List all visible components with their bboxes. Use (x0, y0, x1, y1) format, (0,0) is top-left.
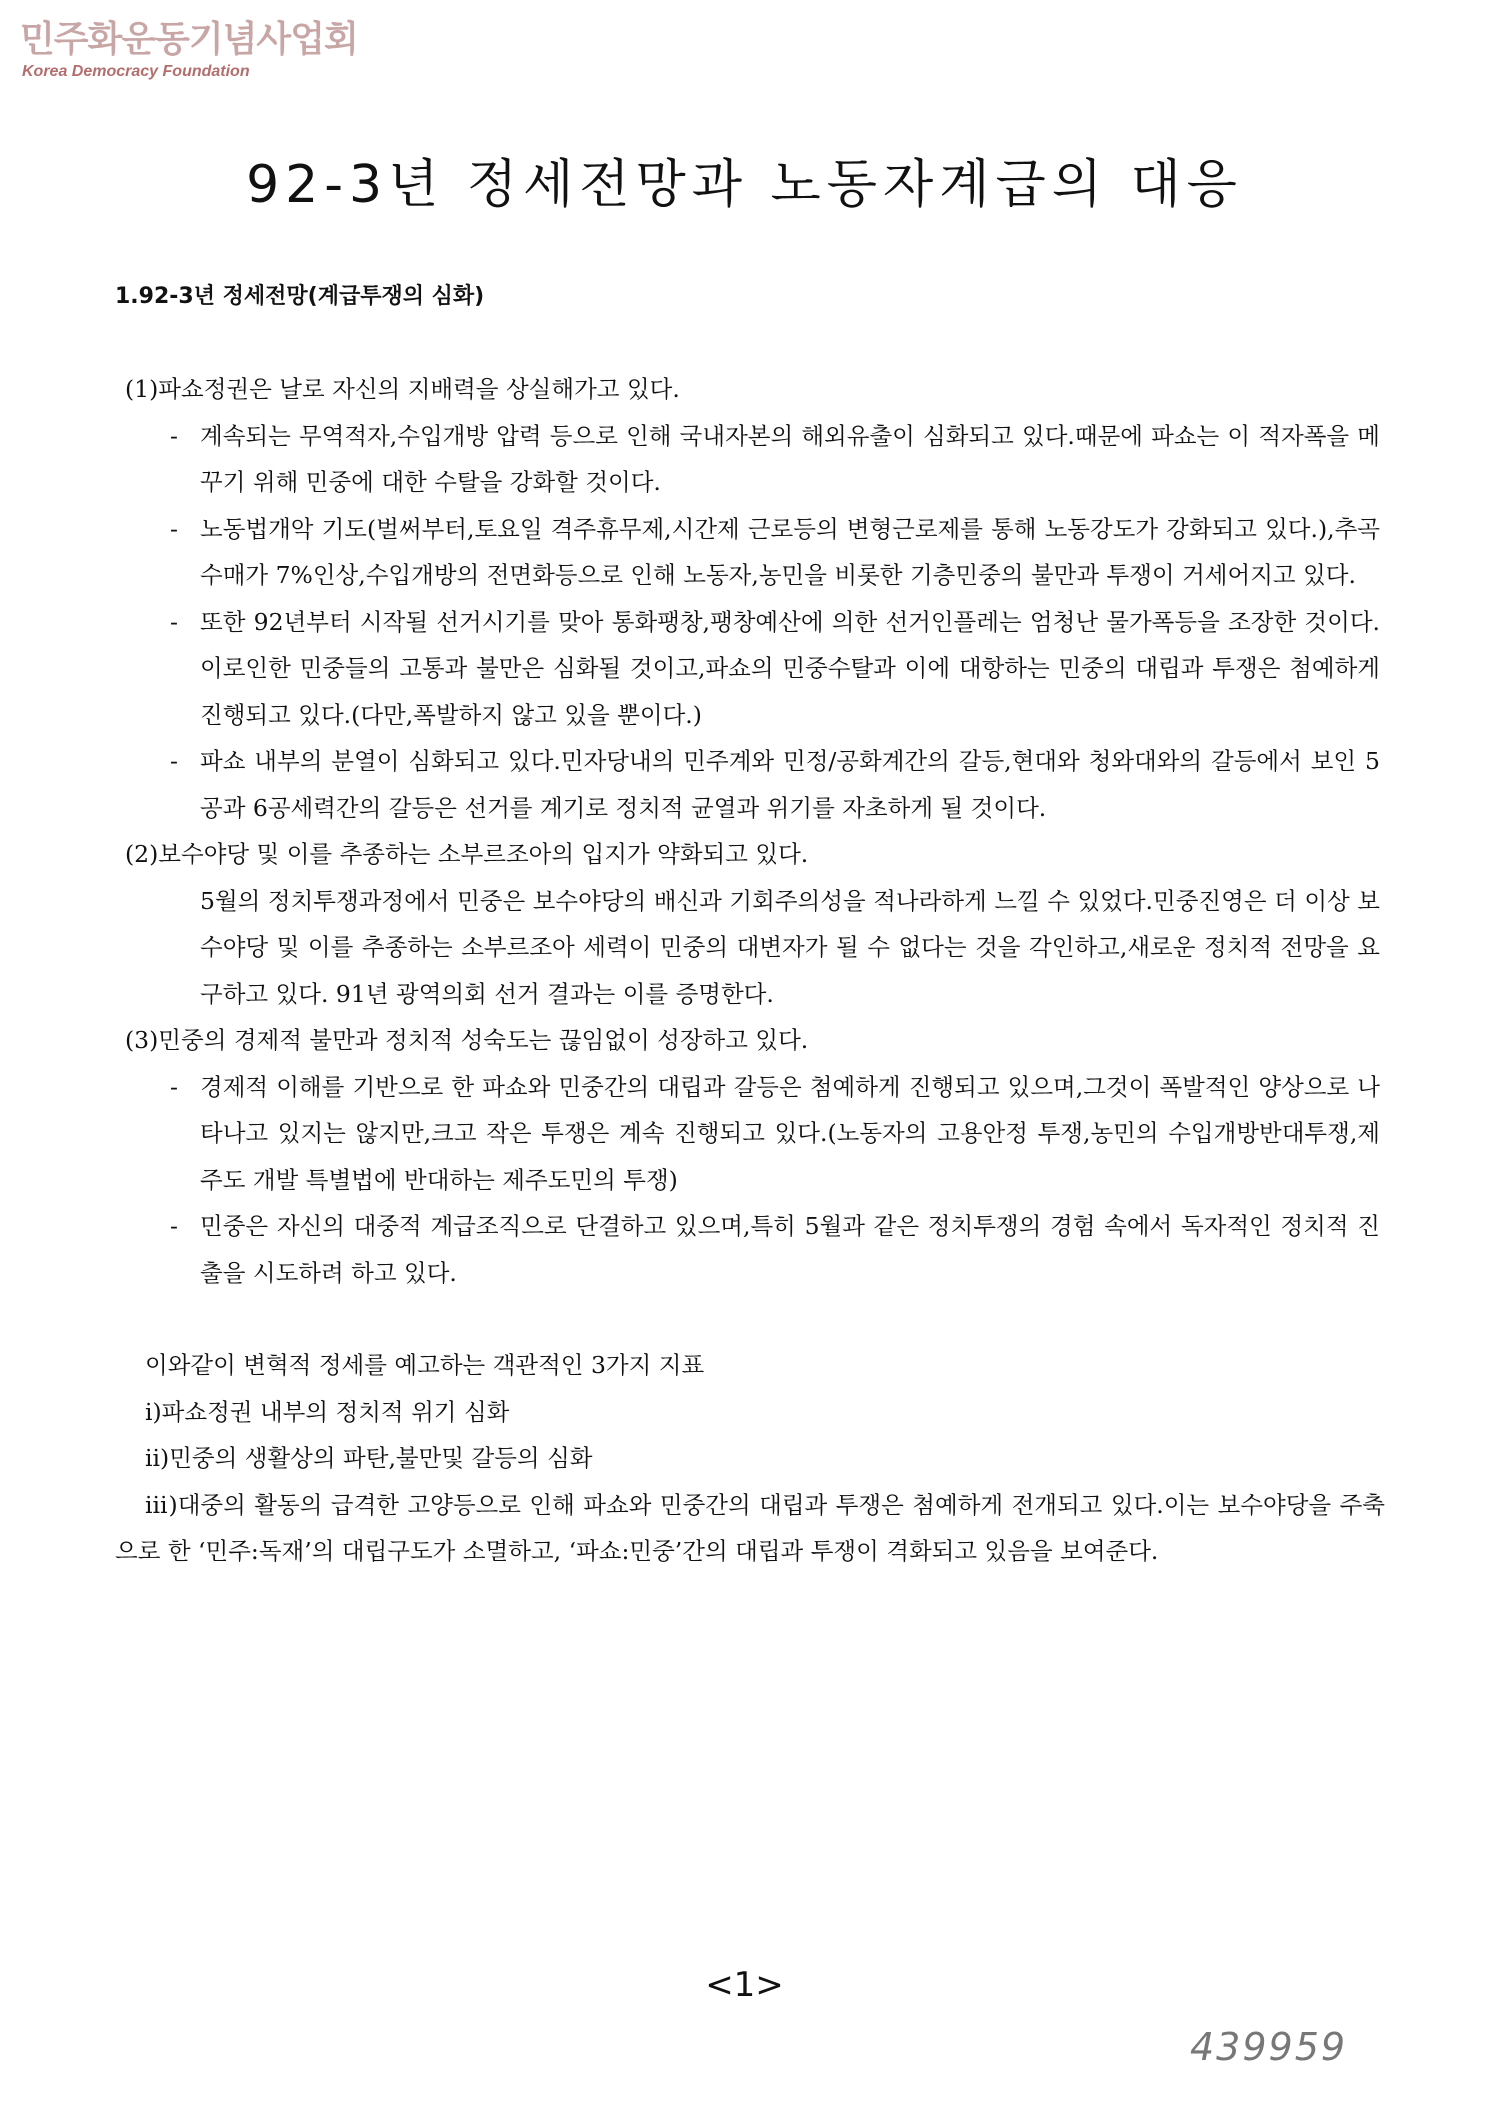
bullet-1-1: - 계속되는 무역적자,수입개방 압력 등으로 인해 국내자본의 해외유출이 심화되고 있다.때문에 파쇼는 이 적자폭을 메꾸기 위해 민중에 대한 수탈을 강화할 것이다. (0, 413, 1489, 506)
page-number: <1> (705, 1965, 784, 2005)
bullet-text: 파쇼 내부의 분열이 심화되고 있다.민자당내의 민주계와 민정/공화계간의 갈등,현대와 청와대와의 갈등에서 보인 5공과 6공세력간의 갈등은 선거를 계기로 정치적 균열과 위기를 자초하게 될 것이다. (200, 747, 1380, 822)
archive-number: 439959 (1190, 2025, 1348, 2069)
document-title: 92-3년 정세전망과 노동자계급의 대응 (246, 155, 1243, 215)
bullet-1-4: - 파쇼 내부의 분열이 심화되고 있다.민자당내의 민주계와 민정/공화계간의 갈등,현대와 청와대와의 갈등에서 보인 5공과 6공세력간의 갈등은 선거를 계기로 정치적 균열과 위기를 자초하게 될 것이다. (0, 738, 1489, 831)
watermark-logo (20, 18, 358, 82)
item-1-heading: (1)파쇼정권은 날로 자신의 지배력을 상실해가고 있다. (125, 375, 680, 403)
watermark-korean: 민주화운동기념사업회 (20, 19, 358, 60)
bullet-text: 노동법개악 기도(벌써부터,토요일 격주휴무제,시간제 근로등의 변형근로제를 통해 노동강도가 강화되고 있다.),추곡수매가 7%인상,수입개방의 전면화등으로 인해 노동자,농민을 비롯한 기층민중의 불만과 투쟁이 거세어지고 있다. (200, 514, 1380, 589)
summary-intro: 이와같이 변혁적 정세를 예고하는 객관적인 3가지 지표 (145, 1351, 705, 1379)
bullet-text: 경제적 이해를 기반으로 한 파쇼와 민중간의 대립과 갈등은 첨예하게 진행되고 있으며,그것이 폭발적인 양상으로 나타나고 있지는 않지만,크고 작은 투쟁은 계속 진행되고 있다.(노동자의 고용안정 투쟁,농민의 수입개방반대투쟁,제주도 개발 특별법에 반대하는 제주도민의 투쟁) (200, 1072, 1380, 1194)
item-2-heading: (2)보수야당 및 이를 추종하는 소부르조아의 입지가 약화되고 있다. (125, 840, 809, 868)
bullet-3-2: - 민중은 자신의 대중적 계급조직으로 단결하고 있으며,특히 5월과 같은 정치투쟁의 경험 속에서 독자적인 정치적 진출을 시도하려 하고 있다. (0, 1203, 1489, 1296)
bullet-3-1: - 경제적 이해를 기반으로 한 파쇼와 민중간의 대립과 갈등은 첨예하게 진행되고 있으며,그것이 폭발적인 양상으로 나타나고 있지는 않지만,크고 작은 투쟁은 계속 진행되고 있다.(노동자의 고용안정 투쟁,농민의 수입개방반대투쟁,제주도 개발 특별법에 반대하는 제주도민의 투쟁) (0, 1064, 1489, 1204)
watermark-english: Korea Democracy Foundation (22, 63, 250, 80)
bullet-text: 또한 92년부터 시작될 선거시기를 맞아 통화팽창,팽창예산에 의한 선거인플레는 엄청난 물가폭등을 조장한 것이다.이로인한 민중들의 고통과 불만은 심화될 것이고,파쇼의 민중수탈과 이에 대항하는 민중의 대립과 투쟁은 첨예하게 진행되고 있다.(다만,폭발하지 않고 있을 뿐이다.) (200, 607, 1380, 729)
document-body (0, 366, 1489, 1575)
indicator-2: ⅱ)민중의 생활상의 파탄,불만및 갈등의 심화 (145, 1444, 593, 1472)
bullet-1-2: - 노동법개악 기도(벌써부터,토요일 격주휴무제,시간제 근로등의 변형근로제를 통해 노동강도가 강화되고 있다.),추곡수매가 7%인상,수입개방의 전면화등으로 인해 노동자,농민을 비롯한 기층민중의 불만과 투쟁이 거세어지고 있다. (0, 506, 1489, 599)
section-heading: 1.92-3년 정세전망(계급투쟁의 심화) (115, 284, 485, 309)
indicator-1: ⅰ)파쇼정권 내부의 정치적 위기 심화 (145, 1397, 510, 1426)
bullet-1-3: - 또한 92년부터 시작될 선거시기를 맞아 통화팽창,팽창예산에 의한 선거인플레는 엄청난 물가폭등을 조장한 것이다.이로인한 민중들의 고통과 불만은 심화될 것이고,파쇼의 민중수탈과 이에 대항하는 민중의 대립과 투쟁은 첨예하게 진행되고 있다.(다만,폭발하지 않고 있을 뿐이다.) (0, 599, 1489, 739)
bullet-text: 민중은 자신의 대중적 계급조직으로 단결하고 있으며,특히 5월과 같은 정치투쟁의 경험 속에서 독자적인 정치적 진출을 시도하려 하고 있다. (200, 1212, 1380, 1287)
item-2-body: 5월의 정치투쟁과정에서 민중은 보수야당의 배신과 기회주의성을 적나라하게 느낄 수 있었다.민중진영은 더 이상 보수야당 및 이를 추종하는 소부르조아 세력이 민중의 대변자가 될 수 없다는 것을 각인하고,새로운 정치적 전망을 요구하고 있다. 91년 광역의회 선거 결과는 이를 증명한다. (200, 886, 1380, 1008)
indicator-3: ⅲ)대중의 활동의 급격한 고양등으로 인해 파쇼와 민중간의 대립과 투쟁은 첨예하게 전개되고 있다.이는 보수야당을 주축으로 한 ‘민주:독재’의 대립구도가 소멸하고, ‘파쇼:민중’간의 대립과 투쟁이 격화되고 있음을 보여준다. (115, 1490, 1385, 1565)
item-3-heading: (3)민중의 경제적 불만과 정치적 성숙도는 끊임없이 성장하고 있다. (125, 1026, 809, 1054)
spacer (0, 1296, 1489, 1342)
bullet-text: 계속되는 무역적자,수입개방 압력 등으로 인해 국내자본의 해외유출이 심화되고 있다.때문에 파쇼는 이 적자폭을 메꾸기 위해 민중에 대한 수탈을 강화할 것이다. (200, 421, 1380, 496)
